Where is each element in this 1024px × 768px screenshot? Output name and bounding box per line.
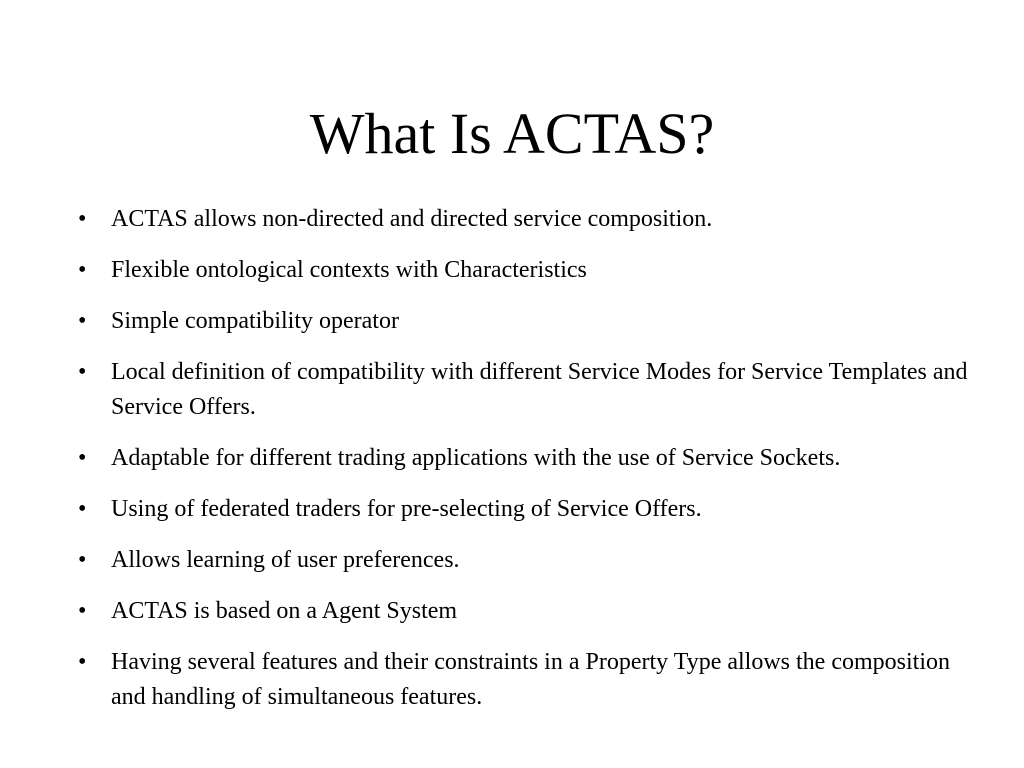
bullet-dot-icon: • [78, 649, 87, 675]
bullet-item [78, 253, 978, 288]
bullet-dot-icon: • [78, 496, 87, 522]
bullet-text: Having several features and their constraints in a Property Type allows the composition and handling of simultaneous features. [111, 649, 950, 710]
bullet-dot-icon: • [78, 359, 87, 385]
bullet-text: ACTAS is based on a Agent System [111, 598, 458, 624]
bullet-text: Allows learning of user preferences. [111, 547, 460, 573]
bullet-text: Local definition of compatibility with different Service Modes for Service Templates and Service Offers. [111, 359, 968, 420]
bullet-text: Simple compatibility operator [111, 308, 399, 334]
bullet-item [78, 543, 978, 578]
bullet-item [78, 645, 978, 715]
slide-title: What Is ACTAS? [309, 101, 715, 166]
bullet-item [78, 492, 978, 527]
bullet-item [78, 441, 978, 476]
bullet-text: ACTAS allows non-directed and directed service composition. [111, 206, 713, 232]
bullet-dot-icon: • [78, 257, 87, 283]
bullet-text: Flexible ontological contexts with Characteristics [111, 257, 587, 283]
bullet-item [78, 304, 978, 339]
bullet-item [78, 202, 978, 237]
bullet-dot-icon: • [78, 445, 87, 471]
bullet-text: Using of federated traders for pre-selecting of Service Offers. [111, 496, 702, 522]
bullet-text: Adaptable for different trading applications with the use of Service Sockets. [111, 445, 841, 471]
bullet-dot-icon: • [78, 206, 87, 232]
bullet-dot-icon: • [78, 547, 87, 573]
bullet-dot-icon: • [78, 308, 87, 334]
bullet-dot-icon: • [78, 598, 87, 624]
bullet-item [78, 355, 978, 425]
bullet-list [78, 202, 978, 731]
bullet-item [78, 594, 978, 629]
